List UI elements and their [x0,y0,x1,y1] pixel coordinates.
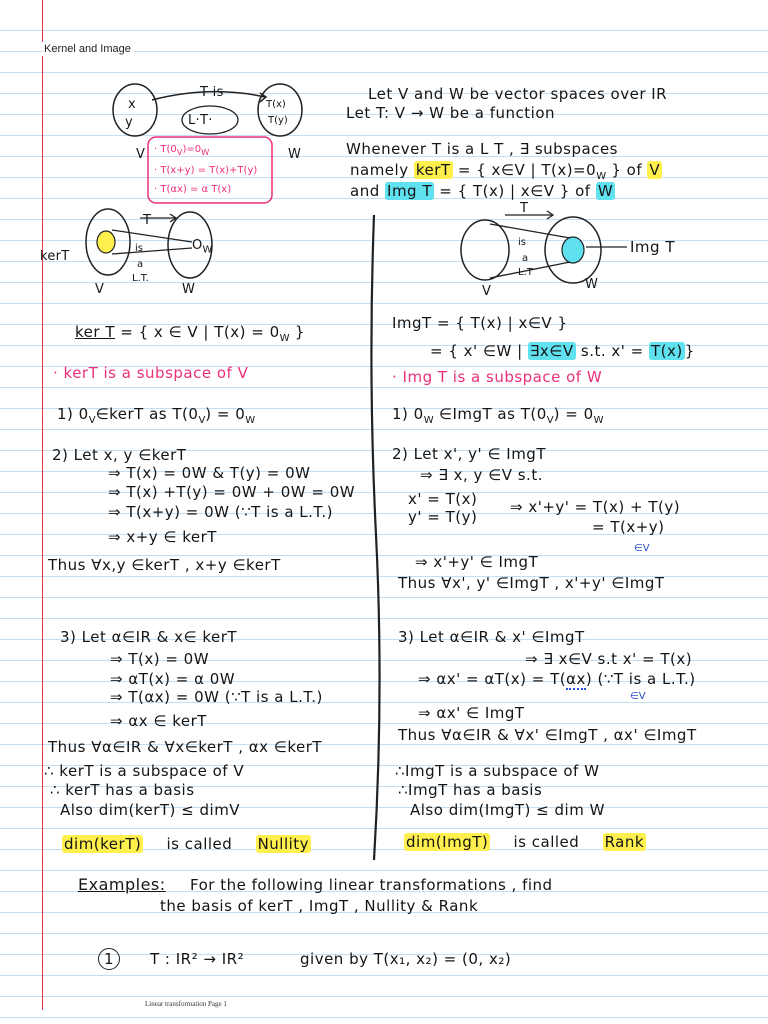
d1-prop-3: · T(αx) = α T(x) [154,184,232,195]
right-step-2-2: ⇒ ∃ x, y ∈V s.t. [420,466,543,484]
intro-kert-highlight: kerT [415,161,451,179]
left-nullity [62,835,311,853]
right-s1-c: ) = 0 [553,405,594,423]
intro-namely: namely [350,161,409,179]
intro-line-1: Let V and W be vector spaces over IR [368,85,668,103]
d2-v: V [95,282,105,297]
intro-v-highlight: V [649,161,661,179]
intro-and: and [350,182,380,200]
intro-line-3: Whenever T is a L T , ∃ subspaces [346,140,618,158]
left-s1-c: ) = 0 [205,405,246,423]
right-def-close: } [684,342,695,360]
d3-imgt: Img T [630,238,675,256]
right-step-2-8: Thus ∀x', y' ∈ImgT , x'+y' ∈ImgT [398,574,665,592]
d3-t: T [520,201,529,216]
intro-kert-of: } of [611,161,643,179]
right-s3-ax: αx [566,670,586,688]
example-1-number: 1 [98,948,120,970]
right-conclusion-2: ∴ImgT has a basis [398,781,543,799]
d1-prop-1-b: )=0 [182,144,202,155]
d1-prop-1 [154,141,209,161]
kernel-set [97,231,115,253]
examples-line-2: the basis of kerT , ImgT , Nullity & Rank [160,897,479,915]
right-claim: · Img T is a subspace of W [392,368,603,386]
right-def-1: ImgT = { T(x) | x∈V } [392,314,568,332]
right-step-3-1: 3) Let α∈IR & x' ∈ImgT [398,628,585,646]
d2-kert: kerT [40,249,70,264]
d3-a: a [522,253,529,264]
left-step-1 [57,405,255,430]
d1-tx: T(x) [266,99,286,110]
right-s3-3c: ) (∵T is a L.T.) [585,670,696,688]
right-conclusion-3: Also dim(ImgT) ≤ dim W [410,801,605,819]
left-conclusion-3: Also dim(kerT) ≤ dimV [60,801,241,819]
d2-lt: L.T. [132,273,149,284]
d2-ow-sub: W [202,244,213,256]
d1-prop-1-sub2: W [201,147,210,157]
example-1-map: T : IR² → IR² [150,950,245,968]
kernel-map-lines [112,230,192,254]
image-set [562,237,584,263]
d2-w: W [182,282,196,297]
d1-t-is: T is [200,85,224,100]
intro-kert-def: = { x∈V | T(x)=0 [457,161,597,179]
intro-line-5 [350,182,615,200]
left-nullity-called: is called [166,835,233,853]
left-def-kert: ker T [75,323,115,341]
left-s1-sub: V [88,415,96,426]
d2-t: T [143,213,152,228]
d1-x: x [128,97,136,112]
left-step-3-6: Thus ∀α∈IR & ∀x∈kerT , αx ∈kerT [48,738,323,756]
right-step-2-3b: y' = T(y) [408,508,478,526]
left-step-2-2: ⇒ T(x) = 0W & T(y) = 0W [108,464,311,482]
left-step-3-4: ⇒ T(αx) = 0W (∵T is a L.T.) [110,688,323,706]
left-s1-sub3: W [245,415,256,426]
left-def [75,323,305,348]
image-arrow-icon [505,211,553,219]
left-step-2-3: ⇒ T(x) +T(y) = 0W + 0W = 0W [108,483,356,501]
left-step-2-6: Thus ∀x,y ∈kerT , x+y ∈kerT [48,556,281,574]
left-conclusion-1: ∴ kerT is a subspace of V [44,762,245,780]
examples-line-1: For the following linear transformations , find [190,876,553,894]
d1-v: V [136,147,146,162]
image-v-ellipse [461,220,509,280]
d1-y: y [125,115,133,130]
intro-imgt-highlight: Img T [387,182,433,200]
right-step-3-4: ∈V [630,691,646,702]
right-s1-sub3: W [593,415,604,426]
left-s1-b: ∈kerT as T(0 [95,405,199,423]
right-rank-dim: dim(ImgT) [406,833,489,851]
left-step-3-3: ⇒ αT(x) = α 0W [110,670,236,688]
left-s1-a: 1) 0 [57,405,89,423]
d1-lt: L·T· [188,113,213,128]
right-s3-3a: ⇒ αx' = αT(x) = T( [418,670,567,688]
d3-w: W [585,277,599,292]
left-def-sub: W [279,333,290,344]
right-step-2-4: ⇒ x'+y' = T(x) + T(y) [510,498,681,516]
column-divider [360,215,390,865]
left-nullity-dim: dim(kerT) [64,835,142,853]
left-s1-sub2: V [198,415,206,426]
left-step-3-1: 3) Let α∈IR & x∈ kerT [60,628,238,646]
right-def-exists: ∃x∈V [529,342,574,360]
left-conclusion-2: ∴ kerT has a basis [50,781,195,799]
left-claim: · kerT is a subspace of V [53,364,249,382]
left-step-2-5: ⇒ x+y ∈ kerT [108,528,217,546]
d3-lt: L.T [518,267,533,278]
diagram-image [455,210,635,290]
right-s1-sub: W [423,415,434,426]
d2-ow [192,237,212,260]
left-step-3-2: ⇒ T(x) = 0W [110,650,210,668]
d1-prop-2: · T(x+y) = T(x)+T(y) [154,165,258,176]
right-step-2-7: ⇒ x'+y' ∈ ImgT [415,553,539,571]
d1-prop-1-sub: V [176,147,183,157]
d3-is: is [518,237,526,248]
d1-prop-1-a: · T(0 [154,144,177,155]
right-rank-called: is called [513,833,580,851]
right-step-1 [392,405,604,430]
right-step-3-6: Thus ∀α∈IR & ∀x' ∈ImgT , αx' ∈ImgT [398,726,697,744]
d3-v: V [482,284,492,299]
left-nullity-word: Nullity [257,835,310,853]
d2-ow-text: O [192,238,203,253]
right-step-2-6: ∈V [634,543,650,554]
left-def-set: = { x ∈ V | T(x) = 0 [120,323,280,341]
right-def-2a: = { x' ∈W | [430,342,523,360]
examples-heading: Examples: [78,875,166,894]
page-title: Kernel and Image [44,43,131,55]
example-1-rule: given by T(x₁, x₂) = (0, x₂) [300,950,512,968]
intro-w-highlight: W [597,182,614,200]
intro-imgt-def: = { T(x) | x∈V } of [439,182,591,200]
left-def-close: } [294,323,305,341]
right-def-2 [430,342,695,360]
d2-a: a [137,259,144,270]
page-footer: Linear transformation Page 1 [145,1000,227,1008]
right-step-3-3 [418,670,696,688]
right-def-2c: s.t. x' = [580,342,644,360]
right-step-2-3a: x' = T(x) [408,490,478,508]
right-s1-sub2: V [546,415,554,426]
intro-line-2: Let T: V → W be a function [346,104,556,122]
right-s1-a: 1) 0 [392,405,424,423]
right-step-3-5: ⇒ αx' ∈ ImgT [418,704,525,722]
right-rank [404,833,646,851]
right-step-2-5: = T(x+y) [592,518,665,536]
left-step-2-1: 2) Let x, y ∈kerT [52,446,187,464]
d1-w: W [288,147,302,162]
d2-is: is [135,243,143,254]
left-step-2-4: ⇒ T(x+y) = 0W (∵T is a L.T.) [108,503,333,521]
right-step-3-2: ⇒ ∃ x∈V s.t x' = T(x) [525,650,693,668]
right-step-2-1: 2) Let x', y' ∈ ImgT [392,445,546,463]
d1-ty: T(y) [268,115,288,126]
right-rank-word: Rank [604,833,645,851]
margin-line [42,0,43,1010]
right-s1-b: ∈ImgT as T(0 [433,405,547,423]
right-conclusion-1: ∴ImgT is a subspace of W [395,762,600,780]
left-step-3-5: ⇒ αx ∈ kerT [110,712,207,730]
intro-kert-sub: W [596,171,607,182]
right-def-tx: T(x) [651,342,683,360]
